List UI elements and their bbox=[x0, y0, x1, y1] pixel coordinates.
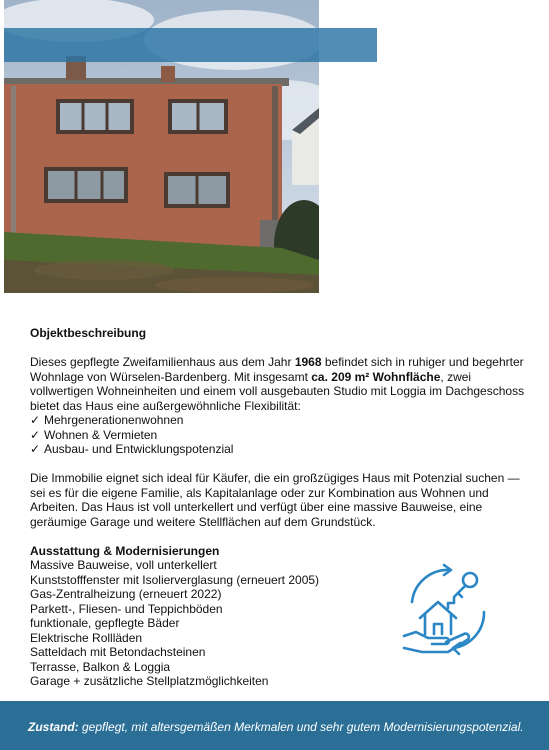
condition-footer bbox=[0, 701, 549, 750]
text-run: Dieses gepflegte Zweifamilienhaus aus dem Jahr bbox=[30, 355, 295, 369]
equipment-item: Satteldach mit Betondachsteinen bbox=[30, 645, 206, 659]
feature-label: Wohnen & Vermieten bbox=[44, 427, 158, 442]
feature-item bbox=[30, 413, 530, 428]
equipment-item: Gas-Zentralheizung (erneuert 2022) bbox=[30, 587, 222, 601]
equipment-item: Elektrische Rollläden bbox=[30, 630, 143, 645]
equipment-item: Kunststofffenster mit Isolierverglasung (erneuert 2005) bbox=[30, 572, 320, 587]
blue-banner-overlay bbox=[4, 28, 377, 62]
check-icon: ✓ bbox=[30, 442, 41, 456]
feature-label: Mehrgenerationenwohnen bbox=[44, 413, 184, 427]
text-run: bietet das Haus eine außergewöhnliche Flexibilität: bbox=[30, 398, 301, 413]
equipment-item: Garage + zusätzliche Stellplatzmöglichkeiten bbox=[30, 674, 269, 688]
text-run: geräumige Garage und weitere Stellflächen auf dem Grundstück. bbox=[30, 514, 376, 529]
year-built: 1968 bbox=[294, 355, 322, 369]
text-run: befindet sich in ruhiger und begehrter bbox=[321, 355, 524, 369]
house-key-hand-icon bbox=[398, 562, 494, 658]
text-run: Die Immobilie eignet sich ideal für Käufer, die ein großzügiges Haus mit Potenzial suchen — bbox=[30, 471, 520, 485]
condition-value: gepflegt, mit altersgemäßen Merkmalen und sehr gutem Modernisierungspotenzial. bbox=[78, 720, 524, 734]
text-run: Arbeiten. Das Haus ist voll unterkellert und verfügt über eine massive Bauweise, eine bbox=[30, 500, 483, 514]
equipment-item: funktionale, gepflegte Bäder bbox=[30, 616, 180, 630]
description-paragraph-2 bbox=[30, 471, 530, 529]
text-run: , zwei bbox=[440, 369, 472, 384]
equipment-item: Parkett-, Fliesen- und Teppichböden bbox=[30, 601, 223, 616]
condition-label: Zustand: bbox=[28, 720, 79, 734]
feature-item bbox=[30, 428, 530, 443]
text-run: sei es für die eigene Familie, als Kapitalanlage oder zur Kombination aus Wohnen und bbox=[30, 485, 489, 500]
check-icon: ✓ bbox=[30, 427, 41, 442]
text-run: vollwertigen Wohneinheiten und einem voll ausgebauten Studio mit Loggia im Dachgeschoss bbox=[30, 384, 525, 398]
text-run: Wohnlage von Würselen-Bardenberg. Mit insgesamt bbox=[30, 369, 312, 384]
description-paragraph-1 bbox=[30, 355, 530, 413]
equipment-heading: Ausstattung & Modernisierungen bbox=[30, 543, 220, 558]
feature-item bbox=[30, 442, 530, 457]
description-heading: Objektbeschreibung bbox=[30, 326, 147, 340]
condition-text bbox=[28, 720, 524, 734]
feature-label: Ausbau- und Entwicklungspotenzial bbox=[44, 442, 234, 456]
check-icon: ✓ bbox=[30, 413, 41, 427]
equipment-item: Terrasse, Balkon & Loggia bbox=[30, 659, 171, 674]
living-area: ca. 209 m² Wohnfläche bbox=[311, 369, 441, 384]
equipment-item: Massive Bauweise, voll unterkellert bbox=[30, 558, 217, 572]
